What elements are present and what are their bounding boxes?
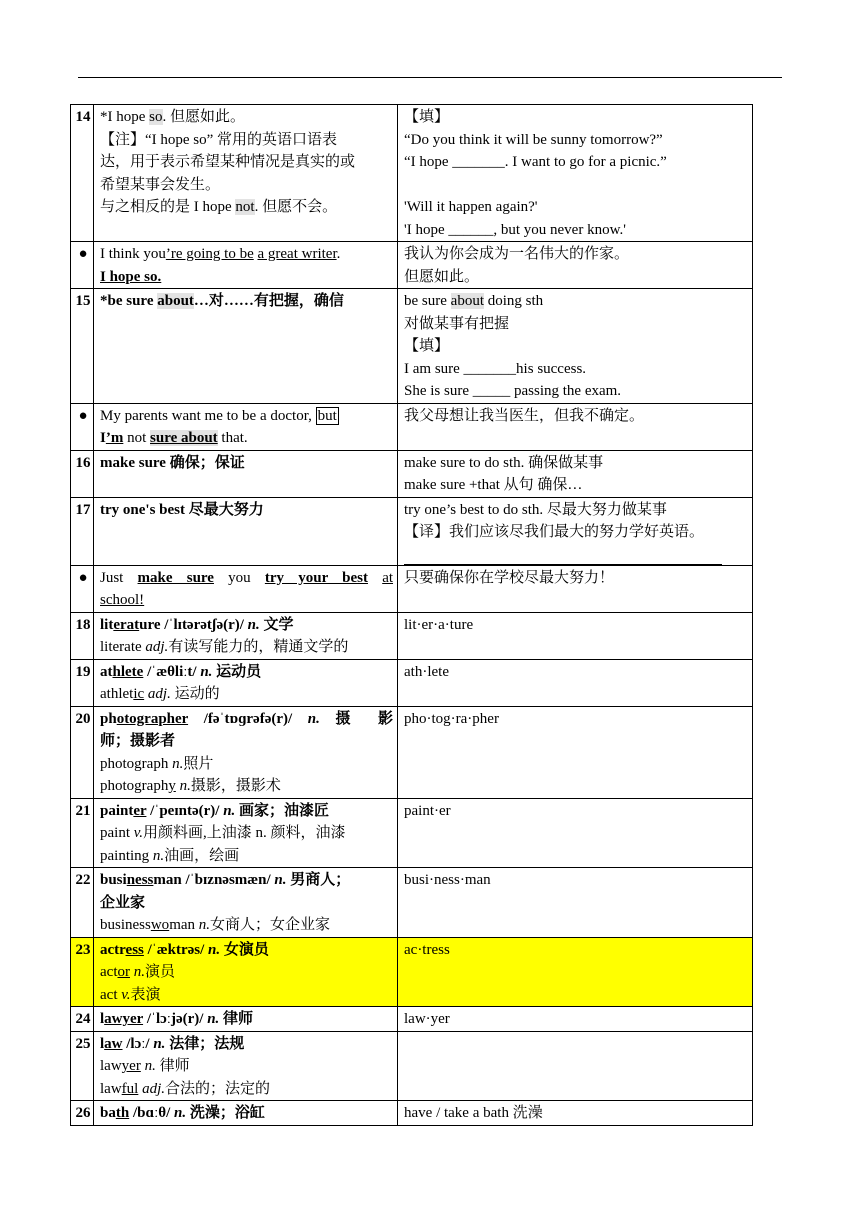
- syllables: ac·tress: [398, 937, 753, 1007]
- text: 对做某事有把握: [404, 315, 510, 332]
- pos: adj.: [144, 686, 171, 702]
- entry-notes: [398, 497, 753, 565]
- meaning: 女演员: [220, 941, 269, 958]
- meaning: 用颜料画,上油漆 n. 颜料，油漆: [143, 825, 346, 841]
- underlined: ful: [121, 1080, 139, 1097]
- text: painting: [100, 847, 153, 864]
- syllables: [398, 1031, 753, 1101]
- pos: n.: [274, 872, 287, 888]
- answer-blank-line: [404, 544, 722, 565]
- exercise-line: I am sure _______his success.: [404, 360, 587, 377]
- text: l: [100, 1035, 105, 1052]
- boxed-word: but: [317, 407, 337, 424]
- exercise-line: 'Will it happen again?': [404, 199, 538, 215]
- text: 【译】我们应该尽我们最大的努力学好英语。: [404, 524, 705, 540]
- underlined: ’re going to be: [165, 246, 254, 262]
- text: law: [100, 1080, 122, 1097]
- phonetic: /ˈlɔːjə(r)/: [143, 1011, 208, 1027]
- text: ure: [139, 616, 161, 633]
- header-rule: [78, 77, 782, 78]
- text: business: [100, 917, 151, 933]
- entry-term: [94, 1031, 398, 1101]
- text: I think you: [100, 246, 166, 262]
- bullet: ●: [71, 242, 94, 289]
- entry-number: 20: [71, 706, 94, 798]
- example-row: [71, 565, 753, 612]
- meaning: 摄影，摄影术: [190, 778, 281, 794]
- entry-notes: have / take a bath 洗澡: [398, 1101, 753, 1126]
- pos: v.: [133, 825, 144, 841]
- pos: n.: [140, 1058, 156, 1074]
- entry-row-18: [71, 612, 753, 659]
- text: act: [100, 986, 122, 1003]
- bullet: ●: [71, 403, 94, 450]
- fill-label: 【填】: [404, 109, 450, 125]
- phonetic: /ˈlɪtərətʃə(r)/: [160, 616, 248, 633]
- entry-row-20: [71, 706, 753, 798]
- text: paint: [100, 802, 134, 819]
- vocabulary-table: [70, 104, 753, 1126]
- underlined: ess: [125, 941, 144, 958]
- meaning: 画家；油漆匠: [235, 802, 330, 819]
- bullet: ●: [71, 565, 94, 612]
- text: actr: [100, 941, 126, 958]
- underlined: yer: [121, 1058, 141, 1074]
- entry-row-22: [71, 868, 753, 938]
- entry-number: 19: [71, 659, 94, 706]
- text: paint: [100, 825, 134, 841]
- note-line: 希望某事会发生。: [100, 176, 221, 193]
- fill-label: 【填】: [404, 338, 450, 354]
- entry-number: 22: [71, 868, 94, 938]
- entry-row-24: [71, 1007, 753, 1032]
- entry-term: [94, 1101, 398, 1126]
- pos: n.: [152, 847, 165, 864]
- underlined: make sure: [137, 569, 214, 586]
- entry-number: 15: [71, 289, 94, 404]
- meaning: 运动员: [212, 663, 262, 680]
- pos: adj.: [145, 639, 169, 655]
- emphasis: about: [450, 293, 484, 309]
- underlined: or: [117, 964, 130, 980]
- text: 我父母想让我当医生，但我不确定。: [404, 407, 645, 424]
- text: doing sth: [483, 293, 544, 309]
- text: 但愿如此。: [404, 268, 480, 285]
- syllables: ath·lete: [398, 659, 753, 706]
- example-sentence: [94, 565, 398, 612]
- underlined: hlete: [112, 663, 144, 680]
- entry-number: 14: [71, 105, 94, 242]
- entry-term: [94, 798, 398, 868]
- text: . 但愿如此。: [162, 109, 246, 125]
- exercise-line: “I hope _______. I want to go for a picnic.”: [404, 154, 667, 170]
- meaning: 有读写能力的，精通文学的: [168, 639, 349, 655]
- text: act: [100, 964, 118, 980]
- underlined: wo: [150, 917, 170, 933]
- answer: I hope so.: [100, 268, 162, 285]
- meaning: 律师: [219, 1011, 254, 1027]
- pos: n.: [207, 1011, 220, 1027]
- exercise-line: “Do you think it will be sunny tomorrow?”: [404, 131, 663, 148]
- translation: [398, 565, 753, 612]
- text: at: [100, 663, 113, 680]
- entry-term: try one's best 尽最大努力: [94, 497, 398, 565]
- meaning: 表演: [130, 986, 161, 1003]
- underlined: school!: [100, 592, 145, 608]
- pos: n.: [208, 941, 221, 958]
- text: 我认为你会成为一名伟大的作家。: [404, 246, 630, 262]
- phonetic: /ˈpeɪntə(r)/: [146, 802, 224, 819]
- underlined: erat: [113, 616, 140, 633]
- phonetic: /ˈæθliːt/: [143, 663, 201, 680]
- text: make sure +that 从句 确保…: [404, 477, 583, 493]
- meaning: 男商人；: [286, 872, 351, 888]
- translation: [398, 403, 753, 450]
- pos: n.: [175, 778, 191, 794]
- text: ph: [100, 710, 117, 727]
- pos: n.: [172, 755, 184, 772]
- entry-row-16: [71, 450, 753, 497]
- text: literate: [100, 639, 146, 655]
- text: ba: [100, 1105, 116, 1121]
- underlined: ic: [133, 686, 145, 702]
- text: *I hope: [100, 109, 150, 125]
- syllables: law·yer: [398, 1007, 753, 1032]
- text: l: [100, 1011, 105, 1027]
- text: [368, 570, 382, 586]
- text: *be sure: [100, 293, 158, 309]
- meaning: 油画，绘画: [164, 847, 240, 864]
- entry-row-21: [71, 798, 753, 868]
- entry-row-26: [71, 1101, 753, 1126]
- text: be sure: [404, 293, 451, 309]
- entry-number: 26: [71, 1101, 94, 1126]
- underlined: ness: [126, 872, 154, 888]
- meaning: 合法的；法定的: [165, 1080, 271, 1097]
- underlined: y: [168, 778, 176, 794]
- meaning: 师；摄影者: [100, 733, 176, 749]
- emphasis: sure about: [150, 430, 218, 446]
- underlined: a great writer: [257, 246, 337, 262]
- entry-row-19: [71, 659, 753, 706]
- pos: n.: [307, 710, 320, 727]
- entry-term: [94, 868, 398, 938]
- meaning: 演员: [144, 964, 175, 980]
- underlined: awyer: [104, 1011, 144, 1027]
- text: photograph: [100, 778, 169, 794]
- text: Just: [100, 569, 138, 586]
- exercise-line: 'I hope ______, but you never know.': [404, 221, 626, 238]
- underlined: th: [115, 1105, 130, 1121]
- entry-notes: [398, 450, 753, 497]
- entry-number: 24: [71, 1007, 94, 1032]
- pos: n.: [129, 964, 145, 980]
- text: athlet: [100, 686, 134, 702]
- syllables: paint·er: [398, 798, 753, 868]
- meaning: 法律；法规: [165, 1035, 245, 1052]
- text: .: [336, 246, 341, 262]
- underlined: er: [133, 802, 147, 819]
- text: I: [100, 430, 106, 446]
- entry-term: [94, 706, 398, 798]
- text: …对……有把握，确信: [193, 293, 344, 309]
- pos: n.: [198, 917, 211, 933]
- phonetic: /lɔː/: [122, 1035, 154, 1052]
- text: . 但愿不会。: [254, 199, 338, 215]
- pos: n.: [223, 802, 236, 819]
- text: make sure to do sth. 确保做某事: [404, 454, 604, 471]
- entry-number: 23: [71, 937, 94, 1007]
- entry-term: [94, 937, 398, 1007]
- entry-number: 18: [71, 612, 94, 659]
- syllables: busi·ness·man: [398, 868, 753, 938]
- translation: [398, 242, 753, 289]
- exercise-line: She is sure _____ passing the exam.: [404, 383, 622, 399]
- entry-term: [94, 105, 398, 242]
- meaning: 照片: [183, 755, 214, 772]
- entry-term: [94, 612, 398, 659]
- text: that.: [217, 430, 248, 446]
- entry-row-14: [71, 105, 753, 242]
- emphasis: about: [157, 293, 194, 309]
- meaning: 企业家: [100, 894, 146, 911]
- pos: adj.: [138, 1080, 166, 1097]
- meaning: 文学: [259, 616, 294, 633]
- entry-number: 17: [71, 497, 94, 565]
- syllables: lit·er·a·ture: [398, 612, 753, 659]
- example-sentence: [94, 403, 398, 450]
- meaning: 洗澡；浴缸: [186, 1105, 265, 1121]
- emphasis: not: [235, 199, 255, 215]
- entry-row-17: [71, 497, 753, 565]
- text: law: [100, 1058, 122, 1074]
- text: photograph: [100, 755, 173, 772]
- text: try one’s best to do sth. 尽最大努力做某事: [404, 501, 667, 518]
- entry-term: [94, 1007, 398, 1032]
- text: you: [213, 569, 265, 586]
- entry-row-23: [71, 937, 753, 1007]
- pos: v.: [121, 986, 131, 1003]
- entry-term: [94, 289, 398, 404]
- entry-term: [94, 659, 398, 706]
- entry-row-15: [71, 289, 753, 404]
- note-line: 达，用于表示希望某种情况是真实的或: [100, 154, 356, 170]
- text: man: [169, 917, 199, 933]
- emphasis: so: [149, 109, 163, 125]
- underlined: try your best: [264, 569, 368, 586]
- pos: n.: [247, 616, 260, 633]
- pos: n.: [200, 663, 213, 680]
- pos: n.: [173, 1105, 187, 1121]
- underlined: at: [382, 569, 394, 586]
- entry-row-25: [71, 1031, 753, 1101]
- text: 与之相反的是 I hope: [100, 199, 236, 215]
- pos: n.: [153, 1035, 166, 1052]
- meaning: 律师: [155, 1058, 190, 1074]
- entry-notes: [398, 105, 753, 242]
- phonetic: /fəˈtɒɡrəfə(r)/: [188, 710, 308, 727]
- text: 只要确保你在学校尽最大努力！: [404, 569, 615, 586]
- text: My parents want me to be a doctor,: [100, 407, 316, 424]
- phonetic: /ˈæktrəs/: [143, 941, 209, 958]
- entry-number: 25: [71, 1031, 94, 1101]
- syllables: pho·tog·ra·pher: [398, 706, 753, 798]
- text: not: [123, 430, 151, 446]
- text: lit: [100, 616, 114, 633]
- example-row: [71, 242, 753, 289]
- entry-number: 16: [71, 450, 94, 497]
- text: busi: [100, 872, 127, 888]
- underlined: otographer: [116, 710, 189, 727]
- phonetic: /bɑːθ/: [129, 1105, 174, 1121]
- meaning: 运动的: [170, 686, 220, 702]
- example-sentence: [94, 242, 398, 289]
- example-row: [71, 403, 753, 450]
- note-line: 【注】“I hope so” 常用的英语口语表: [100, 131, 338, 148]
- phonetic: man /ˈbɪznəsmæn/: [153, 872, 275, 888]
- underlined: ’m: [105, 430, 124, 446]
- meaning: 摄 影: [319, 710, 393, 727]
- underlined: aw: [104, 1035, 123, 1052]
- entry-notes: [398, 289, 753, 404]
- entry-number: 21: [71, 798, 94, 868]
- meaning: 女商人；女企业家: [210, 917, 331, 933]
- entry-term: make sure 确保；保证: [94, 450, 398, 497]
